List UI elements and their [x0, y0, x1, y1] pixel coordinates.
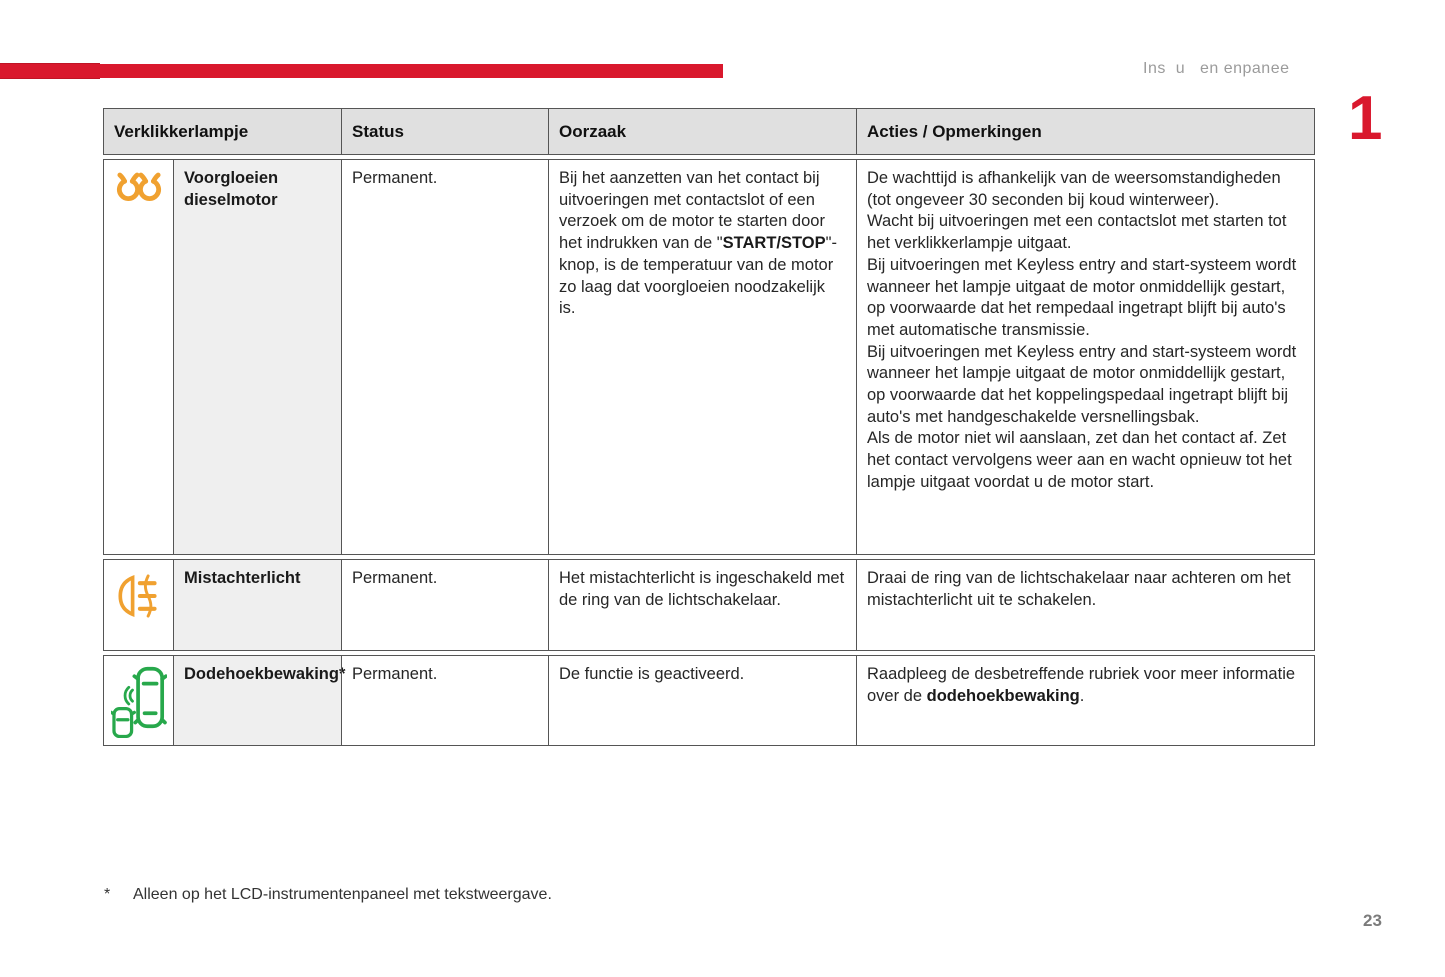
- chapter-number: 1: [1348, 84, 1383, 153]
- action-text-bold: dodehoekbewaking: [926, 686, 1080, 705]
- accent-bar: [0, 64, 723, 78]
- cause-text-end: "-knop, is de temperatuur van de motor zo laag dat voorgloeien noodzakelijk is.: [559, 234, 837, 318]
- action-paragraph: Bij uitvoeringen met Keyless entry and start-systeem wordt wanneer het lampje uitgaat de motor onmiddellijk gestart, op voorwaarde dat het koppelingspedaal ingetrapt blijft bij auto's met handgeschakelde versnellingsbak.: [867, 342, 1297, 426]
- actions-cell: [856, 160, 1311, 554]
- table-row: [103, 559, 1315, 651]
- action-text-end: .: [1079, 686, 1085, 705]
- table-row: [103, 159, 1315, 555]
- section-header-title: Ins u en enpanee: [1143, 60, 1290, 77]
- action-paragraph: Wacht bij uitvoeringen met een contactslot met starten tot het verklikkerlampje uitgaat.: [867, 212, 1287, 253]
- page-number: 23: [1363, 911, 1382, 930]
- header-status: Status: [341, 109, 548, 154]
- indicator-label: Dodehoekbewaking*: [173, 656, 341, 745]
- status-cell: Permanent.: [341, 560, 548, 650]
- cause-text: Bij het aanzetten van het contact bij uitvoeringen met contactslot of een verzoek om de motor te starten door het indrukken van de ": [559, 169, 825, 253]
- action-paragraph: Als de motor niet wil aanslaan, zet dan het contact af. Zet het contact vervolgens weer aan en wacht opnieuw tot het lampje uitgaat voordat u de motor start.: [867, 429, 1292, 491]
- indicator-label: Voorgloeien dieselmotor: [173, 160, 341, 554]
- indicator-icon-cell: [104, 560, 173, 650]
- cause-cell: De functie is geactiveerd.: [548, 656, 856, 745]
- cause-cell: [548, 160, 856, 554]
- indicator-icon-cell: [104, 656, 173, 745]
- footnote: [104, 886, 552, 904]
- actions-cell: Draai de ring van de lichtschakelaar naar achteren om het mistachterlicht uit te schakelen.: [856, 560, 1311, 650]
- indicator-icon-cell: [104, 160, 173, 554]
- table-row: [103, 655, 1315, 746]
- footnote-text: Alleen op het LCD-instrumentenpaneel met tekstweergave.: [133, 886, 552, 903]
- table-header-row: [103, 108, 1315, 155]
- cause-cell: Het mistachterlicht is ingeschakeld met de ring van de lichtschakelaar.: [548, 560, 856, 650]
- glow-plug-icon: [116, 170, 162, 204]
- action-paragraph: Bij uitvoeringen met Keyless entry and start-systeem wordt wanneer het lampje uitgaat de motor onmiddellijk gestart, op voorwaarde dat het rempedaal ingetrapt blijft bij auto's met automatische transmissie.: [867, 255, 1297, 339]
- blind-spot-monitoring-icon: [111, 666, 167, 742]
- indicator-lamp-table: [103, 108, 1315, 746]
- header-actions: Acties / Opmerkingen: [856, 109, 1311, 154]
- header-indicator: Verklikkerlampje: [114, 121, 249, 141]
- action-text: Raadpleeg de desbetreffende rubriek voor meer informatie over de: [867, 665, 1296, 705]
- actions-cell: [856, 656, 1311, 745]
- indicator-label: Mistachterlicht: [173, 560, 341, 650]
- status-cell: Permanent.: [341, 160, 548, 554]
- header-cause: Oorzaak: [548, 109, 856, 154]
- rear-fog-light-icon: [118, 570, 160, 622]
- cause-text-bold: START/STOP: [722, 234, 826, 253]
- footnote-marker: *: [104, 886, 111, 903]
- action-paragraph: De wachttijd is afhankelijk van de weersomstandigheden (tot ongeveer 30 seconden bij koud winterweer).: [867, 169, 1281, 209]
- status-cell: Permanent.: [341, 656, 548, 745]
